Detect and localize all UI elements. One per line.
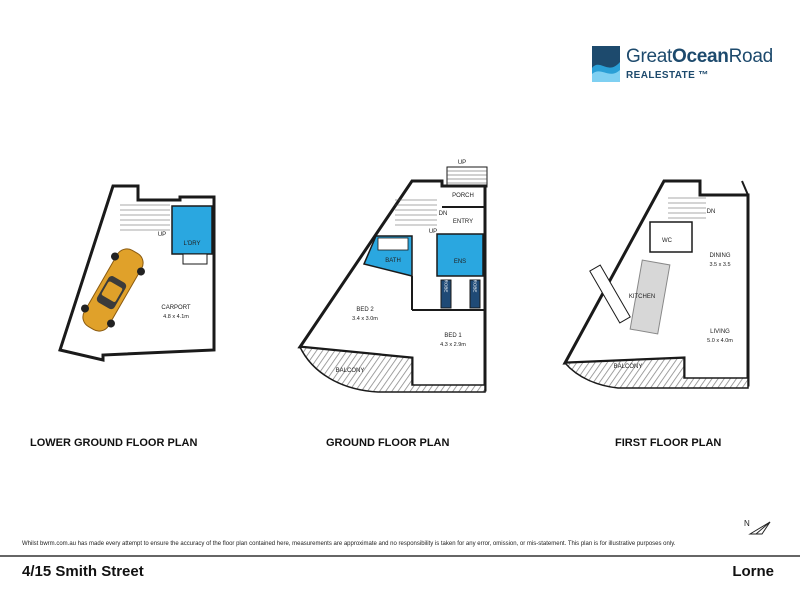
bed1-label: BED 1: [444, 333, 462, 339]
first-floor-title: FIRST FLOOR PLAN: [615, 437, 722, 449]
carport-dimensions: 4.8 x 4.1m: [163, 314, 189, 320]
wc-room: [650, 222, 692, 252]
compass-north-icon: [740, 514, 774, 538]
ground-floor-plan: [300, 160, 487, 392]
dining-dimensions: 3.5 x 3.5: [709, 262, 731, 268]
first-balcony-label: BALCONY: [613, 364, 643, 370]
porch-label: PORCH: [452, 193, 474, 199]
property-suburb: Lorne: [732, 563, 774, 580]
bed1-dimensions: 4.3 x 2.9m: [440, 342, 466, 348]
porch-up-label: UP: [457, 160, 467, 166]
robe-left-label: ROBE: [443, 279, 449, 293]
first-stair-dn-label: DN: [706, 209, 716, 215]
kitchen-label: KITCHEN: [628, 294, 656, 300]
laundry-label: L'DRY: [183, 241, 201, 247]
lower-ground-title: LOWER GROUND FLOOR PLAN: [30, 437, 198, 449]
footer-divider: [0, 555, 800, 557]
property-address: 4/15 Smith Street: [22, 563, 144, 580]
carport-label: CARPORT: [161, 305, 191, 311]
compass-letter: N: [744, 519, 750, 528]
lower-ground-plan: [60, 186, 214, 360]
ground-stair-up-label: UP: [428, 229, 438, 235]
ensuite-label: ENS: [453, 259, 467, 265]
wc-label: WC: [662, 238, 672, 244]
living-dimensions: 5.0 x 4.0m: [707, 338, 733, 344]
ground-stair-dn-label: DN: [438, 211, 448, 217]
entry-label: ENTRY: [452, 219, 474, 225]
dining-label: DINING: [709, 253, 731, 259]
ground-balcony-label: BALCONY: [335, 368, 365, 374]
brand-subtitle: REALESTATE ™: [626, 70, 709, 81]
disclaimer-text: Whilst bwrm.com.au has made every attempt to ensure the accuracy of the floor plan contained here, measurements are approximate and no responsibility is taken for any error, omission, or mis-statement. This plan is for illustrative purposes only.: [22, 541, 676, 547]
laundry-bench: [183, 254, 207, 264]
porch-stair: [447, 167, 487, 187]
living-label: LIVING: [710, 329, 730, 335]
bed2-dimensions: 3.4 x 3.0m: [352, 316, 378, 322]
ground-floor-title: GROUND FLOOR PLAN: [326, 437, 450, 449]
robe-right-label: ROBE: [472, 279, 478, 293]
ensuite-room: [437, 234, 483, 276]
bath-label: BATH: [385, 258, 401, 264]
bed2-label: BED 2: [356, 307, 374, 313]
lower-stair-up-label: UP: [157, 232, 167, 238]
brand-name: GreatOceanRoad: [626, 46, 773, 67]
first-floor-plan: [565, 181, 748, 388]
